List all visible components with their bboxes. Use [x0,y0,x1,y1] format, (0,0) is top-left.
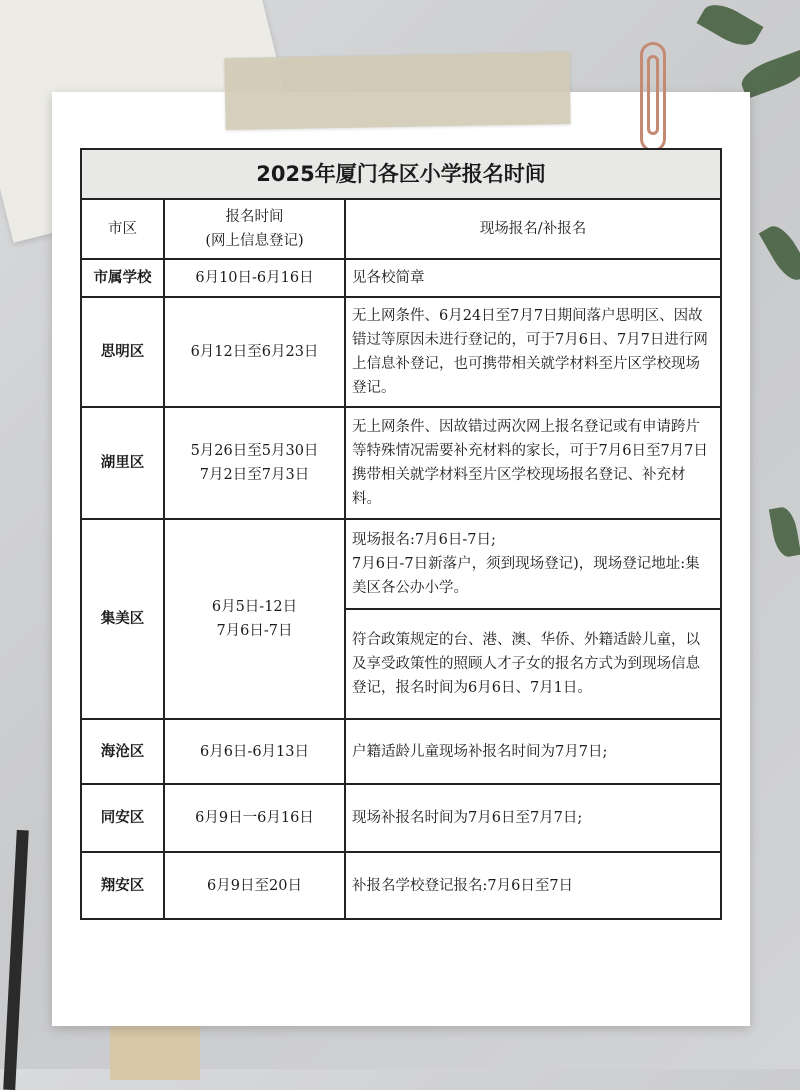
online-time-cell: 6月6日-6月13日 [164,719,345,784]
district-cell: 湖里区 [81,407,164,519]
tape [224,52,570,130]
onsite-cell: 无上网条件、因故错过两次网上报名登记或有申请跨片等特殊情况需要补充材料的家长，可于7月6日至7月7日携带相关就学材料至片区学校现场报名登记、补充材料。 [345,407,721,519]
table-row [81,719,721,784]
pencil [3,830,29,1090]
header-online: 报名时间 (网上信息登记) [164,199,345,259]
district-cell: 集美区 [81,519,164,719]
ruler [110,1020,200,1080]
table-row [81,259,721,297]
table-row [81,784,721,852]
online-time-cell: 6月9日一6月16日 [164,784,345,852]
onsite-cell: 见各校简章 [345,259,721,297]
table-row [81,852,721,919]
registration-table [80,148,722,920]
onsite-cell: 户籍适龄儿童现场补报名时间为7月7日; [345,719,721,784]
district-cell: 海沧区 [81,719,164,784]
table-row [81,297,721,407]
paperclip-inner [647,55,659,135]
plant-leaf [769,505,800,558]
table-row [81,519,721,609]
header-district: 市区 [81,199,164,259]
table-title: 2025年厦门各区小学报名时间 [81,149,721,199]
onsite-cell: 无上网条件、6月24日至7月7日期间落户思明区、因故错过等原因未进行登记的，可于7月6日、7月7日进行网上信息补登记，也可携带相关就学材料至片区学校现场登记。 [345,297,721,407]
district-cell: 思明区 [81,297,164,407]
online-time-cell: 6月10日-6月16日 [164,259,345,297]
district-cell: 翔安区 [81,852,164,919]
table-row [81,407,721,519]
onsite-cell: 现场报名:7月6日-7日; 7月6日-7日新落户，须到现场登记)，现场登记地址:集美区各公办小学。 [345,519,721,609]
onsite-cell: 现场补报名时间为7月6日至7月7日; [345,784,721,852]
header-onsite: 现场报名/补报名 [345,199,721,259]
district-cell: 同安区 [81,784,164,852]
onsite-cell: 符合政策规定的台、港、澳、华侨、外籍适龄儿童，以及享受政策性的照顾人才子女的报名方式为到现场信息登记，报名时间为6月6日、7月1日。 [345,609,721,719]
online-time-cell: 5月26日至5月30日 7月2日至7月3日 [164,407,345,519]
online-time-cell: 6月5日-12日 7月6日-7日 [164,519,345,719]
online-time-cell: 6月9日至20日 [164,852,345,919]
onsite-cell: 补报名学校登记报名:7月6日至7日 [345,852,721,919]
online-time-cell: 6月12日至6月23日 [164,297,345,407]
district-cell: 市属学校 [81,259,164,297]
plant-leaf [697,0,764,53]
plant-leaf [759,221,800,286]
